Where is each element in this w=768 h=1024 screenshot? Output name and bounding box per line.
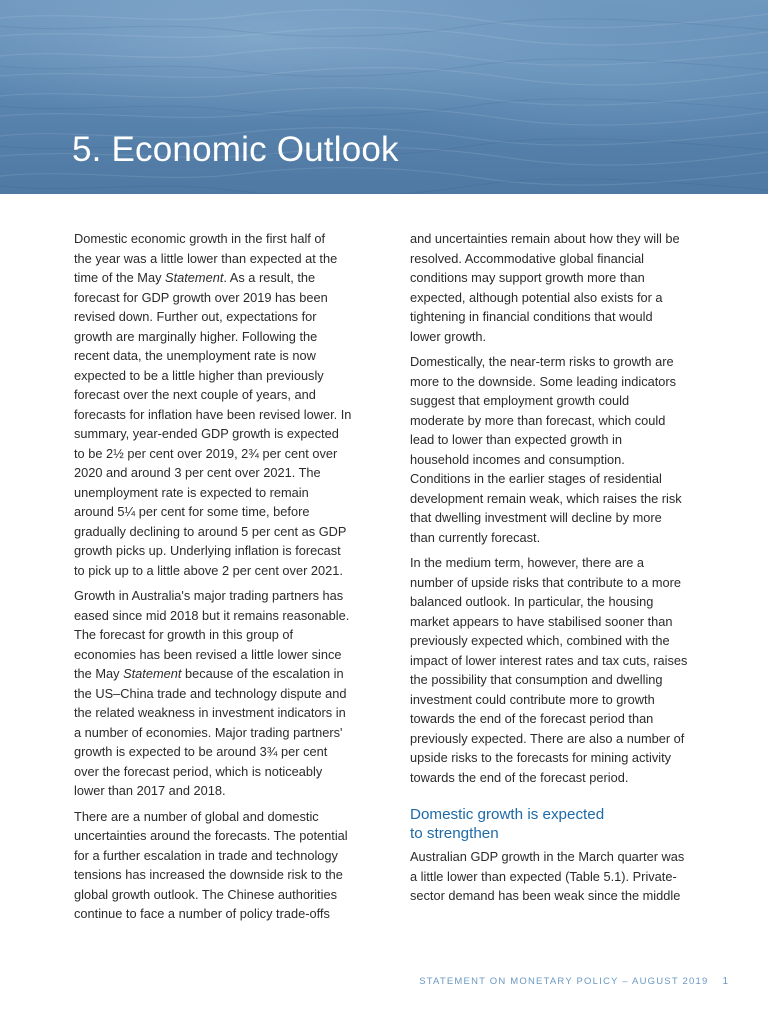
- body-paragraph: In the medium term, however, there are a number of upside risks that contribute to a more balanced outlook. In particular, the housing market appears to have stabilised sooner than previously expected which, combined with the impact of lower interest rates and tax cuts, raises the possibility that consumption and dwelling investment could contribute more to growth towards the end of the forecast period than previously expected. There are also a number of upside risks to the forecasts for mining activity towards the end of the forecast period.: [410, 555, 688, 785]
- body-paragraph: and uncertainties remain about how they will be resolved. Accommodative global financial conditions may support growth more than expected, although potential also exists for a tightening in financial conditions that would lower growth.: [410, 231, 680, 344]
- body-paragraph: Domestic economic growth in the first half of the year was a little lower than expected at the time of the May Statement. As a result, the forecast for GDP growth over 2019 has been revised down. Further out, expectations for growth are marginally higher. Following the recent data, the unemployment rate is now expected to be a little higher than previously forecast over the next couple of years, and forecasts for inflation have been revised lower. In summary, year-ended GDP growth is expected to be 2½ per cent over 2019, 2¾ per cent over 2020 and around 3 per cent over 2021. The unemployment rate is expected to remain around 5¼ per cent for some time, before gradually declining to around 5 per cent as GDP growth picks up. Underlying inflation is forecast to pick up to a little above 2 per cent over 2021.: [74, 231, 352, 578]
- chapter-banner: [0, 0, 768, 194]
- body-paragraph: Domestically, the near-term risks to growth are more to the downside. Some leading indicators suggest that employment growth could moderate by more than forecast, which could lead to lower than expected growth in household incomes and consumption. Conditions in the earlier stages of residential development remain weak, which raises the risk that dwelling investment will decline by more than currently forecast.: [410, 354, 682, 545]
- section-subheading: Domestic growth is expected to strengthen: [410, 806, 605, 842]
- body-paragraph: Growth in Australia's major trading partners has eased since mid 2018 but it remains reasonable. The forecast for growth in this group of economies has been revised a little lower since the May Statement because of the escalation in the US–China trade and technology dispute and the related weakness in investment indicators in a number of economies. Major trading partners' growth is expected to be around 3¾ per cent over the forecast period, which is noticeably lower than 2017 and 2018.: [74, 588, 350, 798]
- body-paragraph: There are a number of global and domestic uncertainties around the forecasts. The potential for a further escalation in trade and technology tensions has increased the downside risk to the global growth outlook. The Chinese authorities continue to face a number of policy trade-offs: [74, 808, 348, 921]
- chapter-title: 5. Economic Outlook: [72, 130, 399, 169]
- body-paragraph: Australian GDP growth in the March quarter was a little lower than expected (Table 5.1). Private- sector demand has been weak since the middle: [410, 849, 685, 903]
- page-number: 1: [722, 976, 728, 987]
- right-column: [410, 229, 700, 912]
- publication-title: STATEMENT ON MONETARY POLICY – AUGUST 2019: [419, 976, 709, 987]
- page-footer: [419, 976, 728, 987]
- left-column: [74, 229, 366, 930]
